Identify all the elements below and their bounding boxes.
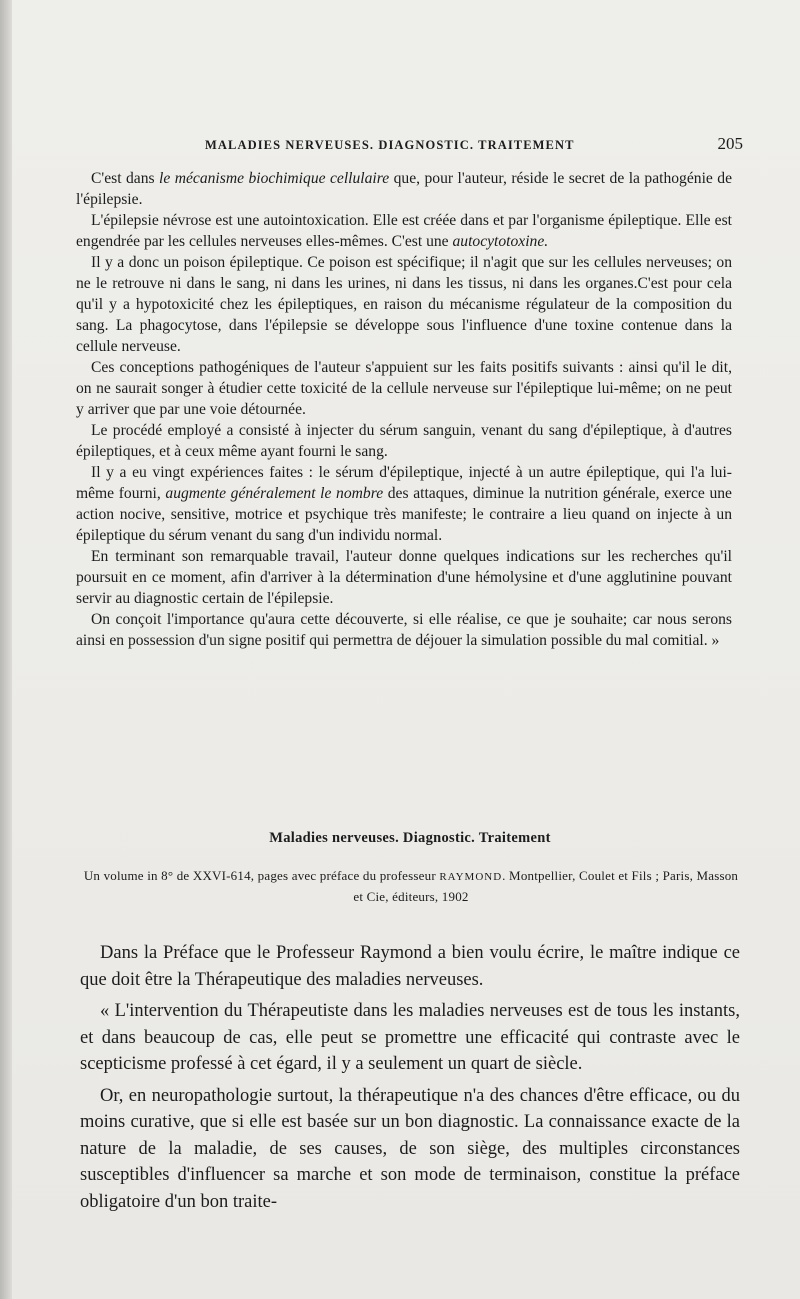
- paragraph-1-text-a: C'est dans: [91, 170, 160, 187]
- running-head: [75, 136, 743, 156]
- paragraph-6: [76, 462, 732, 546]
- paragraph-8: On conçoit l'importance qu'aura cette découverte, si elle réalise, ce que je souhaite; car nous serons ainsi en possession d'un signe positif qui permettra de déjouer la simulation possible du mal comitial. »: [76, 611, 732, 649]
- paragraph-6-emphasis: augmente généralement le nombre: [165, 485, 384, 502]
- paragraph-2: [76, 210, 732, 252]
- paragraph-5: Le procédé employé a consisté à injecter du sérum sanguin, venant du sang d'épileptique, à d'autres épileptiques, et à ceux même ayant fourni le sang.: [76, 422, 732, 460]
- paragraph-6-text-a: Il y a eu vingt expériences faites : le sérum d'épileptique, injecté à un autre épileptique, qui l'a lui-même fourni,: [76, 464, 732, 502]
- paragraph-4: Ces conceptions pathogéniques de l'auteur s'appuient sur les faits positifs suivants : ainsi qu'il le dit, on ne saurait songer à étudier cette toxicité de la cellule nerveuse sur l'épileptique lui-même; on ne peut y arriver que par une voie détournée.: [76, 359, 732, 418]
- review-title: Maladies nerveuses. Diagnostic. Traitement: [269, 830, 551, 846]
- book-gutter-shadow: [0, 0, 12, 1299]
- citation-text-a: Un volume in 8° de XXVI-614, pages avec préface du professeur: [83, 868, 440, 883]
- page-number: 205: [717, 134, 743, 153]
- article-body: [76, 168, 732, 651]
- paragraph-2-text: L'épilepsie névrose est une autointoxication. Elle est créée dans et par l'organisme épileptique. Elle est engendrée par les cellules nerveuses elles-mêmes. C'est une: [76, 212, 732, 250]
- running-title: MALADIES NERVEUSES. DIAGNOSTIC. TRAITEMENT: [205, 138, 575, 152]
- review-paragraph-1: Dans la Préface que le Professeur Raymond a bien voulu écrire, le maître indique ce que doit être la Thérapeutique des maladies nerveuses.: [80, 943, 740, 990]
- review-paragraph-2: « L'intervention du Thérapeutiste dans les maladies nerveuses est de tous les instants, et dans beaucoup de cas, elle peut se promettre une efficacité qui contraste avec le scepticisme professé à cet égard, il y a seulement un quart de siècle.: [80, 1001, 740, 1074]
- paragraph-6-text-b: des attaques, diminue la nutrition générale, exerce une action nocive, sensitive, motrice et psychique très manifeste; le contraire a lieu quand on injecte à un épileptique du sérum venant du sang d'un individu normal.: [76, 485, 732, 544]
- paragraph-1: [76, 168, 732, 210]
- paragraph-1-emphasis: le mécanisme biochimique cellulaire: [159, 170, 390, 187]
- citation-author-name: RAYMOND: [439, 871, 503, 883]
- paragraph-7: En terminant son remarquable travail, l'auteur donne quelques indications sur les recherches qu'il poursuit en ce moment, afin d'arriver à la détermination d'une hémolysine et d'une agglutinine pouvant servir au diagnostic certain de l'épilepsie.: [76, 548, 732, 607]
- review-paragraph-3: Or, en neuropathologie surtout, la thérapeutique n'a des chances d'être efficace, ou du moins curative, que si elle est basée sur un bon diagnostic. La connaissance exacte de la nature de la maladie, de ses causes, de son siège, des multiples circonstances susceptibles d'influencer sa marche et son mode de terminaison, constitue la préface obligatoire d'un bon traite-: [80, 1085, 740, 1212]
- book-citation: [78, 866, 744, 906]
- paragraph-2-emphasis: autocytotoxine.: [452, 233, 549, 250]
- citation-text-b: . Montpellier, Coulet et Fils ; Paris, Masson et Cie, éditeurs, 1902: [353, 868, 739, 904]
- paragraph-3: Il y a donc un poison épileptique. Ce poison est spécifique; il n'agit que sur les cellules nerveuses; on ne le retrouve ni dans le sang, ni dans les urines, ni dans les tissus, ni dans les organes.C'est pour cela qu'il y a hypotoxicité chez les épileptiques, en raison du mécanisme régulateur de la composition du sang. La phagocytose, dans l'épilepsie se développe sous l'influence d'une toxine contenue dans la cellule nerveuse.: [76, 254, 732, 355]
- paragraph-1-text-b: que, pour l'auteur, réside le secret de la pathogénie de l'épilepsie.: [76, 170, 732, 208]
- review-body: [80, 940, 740, 1220]
